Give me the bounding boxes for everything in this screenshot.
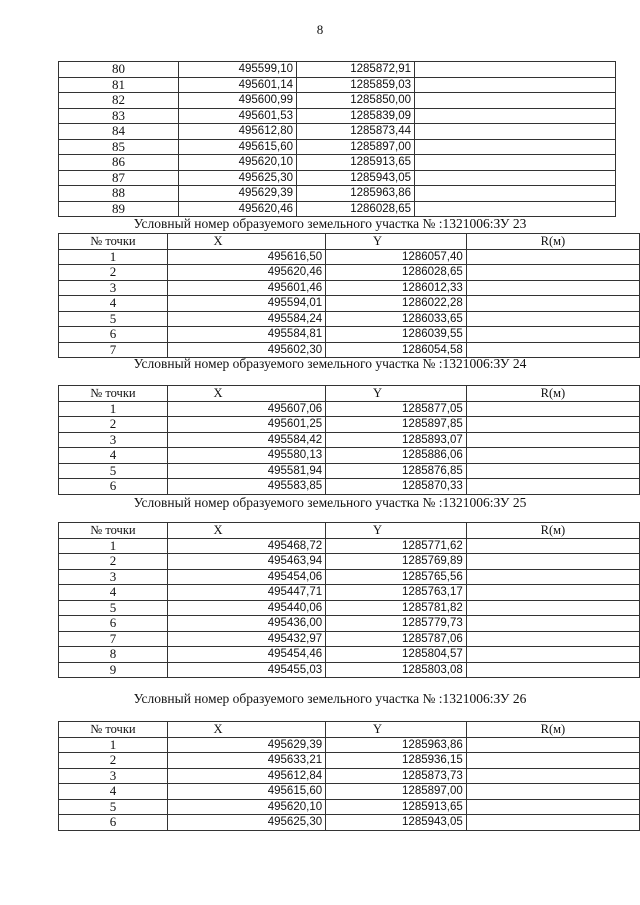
point-number: 1 xyxy=(59,538,168,554)
coord-y: 1285804,57 xyxy=(326,647,467,663)
point-number: 1 xyxy=(59,401,168,417)
coord-x: 495629,39 xyxy=(167,737,325,753)
coord-x: 495440,06 xyxy=(167,600,325,616)
coord-x: 495447,71 xyxy=(167,585,325,601)
coord-x: 495601,53 xyxy=(179,108,297,124)
section-heading-zu23: Условный номер образуемого земельного участка № :1321006:ЗУ 23 xyxy=(133,216,527,231)
coord-y: 1285839,09 xyxy=(297,108,415,124)
point-number: 3 xyxy=(59,280,168,296)
radius-cell xyxy=(466,600,639,616)
point-number: 2 xyxy=(59,753,168,769)
radius-cell xyxy=(466,662,639,678)
coord-x: 495455,03 xyxy=(167,662,325,678)
radius-cell xyxy=(466,768,639,784)
section-heading-zu25: Условный номер образуемого земельного участка № :1321006:ЗУ 25 xyxy=(133,495,527,510)
table-row xyxy=(59,401,640,417)
point-number: 86 xyxy=(59,155,179,171)
radius-cell xyxy=(415,170,616,186)
header-num: № точки xyxy=(59,386,168,402)
table-row xyxy=(59,417,640,433)
radius-cell xyxy=(415,139,616,155)
point-number: 89 xyxy=(59,201,179,217)
table-row xyxy=(59,799,640,815)
point-number: 2 xyxy=(59,265,168,281)
point-number: 80 xyxy=(59,62,179,78)
coord-y: 1285913,65 xyxy=(326,799,467,815)
coord-x: 495581,94 xyxy=(167,463,325,479)
coord-x: 495625,30 xyxy=(179,170,297,186)
header-y: Y xyxy=(326,523,467,539)
table-row xyxy=(59,448,640,464)
coord-y: 1285943,05 xyxy=(297,170,415,186)
radius-cell xyxy=(466,799,639,815)
point-number: 83 xyxy=(59,108,179,124)
coord-y: 1285803,08 xyxy=(326,662,467,678)
coord-y: 1285763,17 xyxy=(326,585,467,601)
coord-x: 495607,06 xyxy=(167,401,325,417)
point-number: 6 xyxy=(59,616,168,632)
coord-x: 495601,25 xyxy=(167,417,325,433)
point-number: 2 xyxy=(59,554,168,570)
coord-x: 495599,10 xyxy=(179,62,297,78)
coord-x: 495625,30 xyxy=(167,815,325,831)
radius-cell xyxy=(466,249,639,265)
coord-y: 1285876,85 xyxy=(326,463,467,479)
coord-x: 495594,01 xyxy=(167,296,325,312)
radius-cell xyxy=(466,448,639,464)
table-row xyxy=(59,662,640,678)
coord-y: 1285873,44 xyxy=(297,124,415,140)
coord-x: 495584,81 xyxy=(167,327,325,343)
header-num: № точки xyxy=(59,722,168,738)
point-number: 88 xyxy=(59,186,179,202)
coord-y: 1285897,85 xyxy=(326,417,467,433)
coord-x: 495612,80 xyxy=(179,124,297,140)
coord-x: 495620,10 xyxy=(167,799,325,815)
coord-y: 1285870,33 xyxy=(326,479,467,495)
coord-x: 495620,46 xyxy=(167,265,325,281)
radius-cell xyxy=(466,647,639,663)
coord-x: 495615,60 xyxy=(179,139,297,155)
table-row xyxy=(59,201,616,217)
coordinates-table-zu24 xyxy=(58,385,640,495)
header-x: X xyxy=(167,722,325,738)
table-row xyxy=(59,249,640,265)
table-row xyxy=(59,327,640,343)
coord-y: 1285943,05 xyxy=(326,815,467,831)
coord-x: 495583,85 xyxy=(167,479,325,495)
table-row xyxy=(59,569,640,585)
header-y: Y xyxy=(326,234,467,250)
point-number: 4 xyxy=(59,784,168,800)
header-num: № точки xyxy=(59,523,168,539)
point-number: 7 xyxy=(59,342,168,358)
point-number: 3 xyxy=(59,569,168,585)
radius-cell xyxy=(466,753,639,769)
point-number: 1 xyxy=(59,249,168,265)
table-row xyxy=(59,463,640,479)
radius-cell xyxy=(415,108,616,124)
radius-cell xyxy=(415,201,616,217)
coord-y: 1286012,33 xyxy=(326,280,467,296)
radius-cell xyxy=(466,554,639,570)
coord-y: 1286054,58 xyxy=(326,342,467,358)
page-number: 8 xyxy=(316,22,324,37)
coord-x: 495601,14 xyxy=(179,77,297,93)
coordinates-table-continued xyxy=(58,61,616,217)
coord-x: 495615,60 xyxy=(167,784,325,800)
radius-cell xyxy=(415,186,616,202)
header-y: Y xyxy=(326,722,467,738)
point-number: 4 xyxy=(59,296,168,312)
table-header-row xyxy=(59,523,640,539)
coord-x: 495602,30 xyxy=(167,342,325,358)
coord-y: 1285897,00 xyxy=(326,784,467,800)
point-number: 85 xyxy=(59,139,179,155)
point-number: 1 xyxy=(59,737,168,753)
coord-y: 1285765,56 xyxy=(326,569,467,585)
header-r: R(м) xyxy=(466,722,639,738)
coord-y: 1285872,91 xyxy=(297,62,415,78)
header-x: X xyxy=(167,386,325,402)
coord-y: 1285963,86 xyxy=(297,186,415,202)
radius-cell xyxy=(466,538,639,554)
coord-y: 1285781,82 xyxy=(326,600,467,616)
coord-x: 495612,84 xyxy=(167,768,325,784)
point-number: 2 xyxy=(59,417,168,433)
coordinates-table-zu25 xyxy=(58,522,640,678)
table-header-row xyxy=(59,386,640,402)
table-row xyxy=(59,815,640,831)
point-number: 84 xyxy=(59,124,179,140)
coord-y: 1285779,73 xyxy=(326,616,467,632)
radius-cell xyxy=(466,479,639,495)
table-row xyxy=(59,753,640,769)
point-number: 87 xyxy=(59,170,179,186)
coord-x: 495454,46 xyxy=(167,647,325,663)
table-row xyxy=(59,737,640,753)
coord-y: 1285963,86 xyxy=(326,737,467,753)
section-heading-zu24: Условный номер образуемого земельного участка № :1321006:ЗУ 24 xyxy=(133,356,527,371)
radius-cell xyxy=(466,737,639,753)
coord-y: 1286022,28 xyxy=(326,296,467,312)
radius-cell xyxy=(466,585,639,601)
table-row xyxy=(59,432,640,448)
table-row xyxy=(59,538,640,554)
point-number: 5 xyxy=(59,799,168,815)
coord-y: 1286033,65 xyxy=(326,311,467,327)
table-row xyxy=(59,77,616,93)
radius-cell xyxy=(466,311,639,327)
coord-y: 1285897,00 xyxy=(297,139,415,155)
table-row xyxy=(59,296,640,312)
point-number: 5 xyxy=(59,311,168,327)
point-number: 81 xyxy=(59,77,179,93)
radius-cell xyxy=(466,401,639,417)
table-row xyxy=(59,93,616,109)
coord-x: 495601,46 xyxy=(167,280,325,296)
header-r: R(м) xyxy=(466,234,639,250)
coord-y: 1285873,73 xyxy=(326,768,467,784)
radius-cell xyxy=(466,296,639,312)
point-number: 5 xyxy=(59,463,168,479)
radius-cell xyxy=(466,784,639,800)
point-number: 6 xyxy=(59,327,168,343)
coord-y: 1285771,62 xyxy=(326,538,467,554)
coord-x: 495584,42 xyxy=(167,432,325,448)
coord-y: 1286039,55 xyxy=(326,327,467,343)
coord-y: 1285913,65 xyxy=(297,155,415,171)
table-row xyxy=(59,479,640,495)
radius-cell xyxy=(466,280,639,296)
radius-cell xyxy=(466,432,639,448)
coord-x: 495436,00 xyxy=(167,616,325,632)
coord-x: 495468,72 xyxy=(167,538,325,554)
coord-y: 1286028,65 xyxy=(326,265,467,281)
table-row xyxy=(59,631,640,647)
radius-cell xyxy=(466,815,639,831)
table-row xyxy=(59,265,640,281)
table-row xyxy=(59,280,640,296)
radius-cell xyxy=(466,616,639,632)
radius-cell xyxy=(466,631,639,647)
table-row xyxy=(59,616,640,632)
point-number: 4 xyxy=(59,585,168,601)
radius-cell xyxy=(466,265,639,281)
coord-x: 495633,21 xyxy=(167,753,325,769)
header-num: № точки xyxy=(59,234,168,250)
radius-cell xyxy=(466,417,639,433)
coord-y: 1285886,06 xyxy=(326,448,467,464)
coord-x: 495580,13 xyxy=(167,448,325,464)
header-x: X xyxy=(167,523,325,539)
table-row xyxy=(59,186,616,202)
coordinates-table-zu23 xyxy=(58,233,640,358)
table-row xyxy=(59,311,640,327)
point-number: 3 xyxy=(59,432,168,448)
coord-x: 495584,24 xyxy=(167,311,325,327)
coord-y: 1285877,05 xyxy=(326,401,467,417)
table-row xyxy=(59,647,640,663)
coord-x: 495454,06 xyxy=(167,569,325,585)
point-number: 6 xyxy=(59,479,168,495)
header-x: X xyxy=(167,234,325,250)
coord-y: 1285859,03 xyxy=(297,77,415,93)
point-number: 7 xyxy=(59,631,168,647)
coord-y: 1285769,89 xyxy=(326,554,467,570)
coord-y: 1286057,40 xyxy=(326,249,467,265)
table-row xyxy=(59,108,616,124)
table-header-row xyxy=(59,234,640,250)
point-number: 4 xyxy=(59,448,168,464)
coord-y: 1285893,07 xyxy=(326,432,467,448)
coord-y: 1285936,15 xyxy=(326,753,467,769)
coord-y: 1285850,00 xyxy=(297,93,415,109)
coord-y: 1286028,65 xyxy=(297,201,415,217)
coord-x: 495463,94 xyxy=(167,554,325,570)
radius-cell xyxy=(466,569,639,585)
radius-cell xyxy=(415,77,616,93)
table-row xyxy=(59,124,616,140)
radius-cell xyxy=(466,463,639,479)
table-row xyxy=(59,585,640,601)
table-row xyxy=(59,600,640,616)
table-row xyxy=(59,768,640,784)
radius-cell xyxy=(466,327,639,343)
coord-x: 495600,99 xyxy=(179,93,297,109)
table-row xyxy=(59,784,640,800)
coord-x: 495629,39 xyxy=(179,186,297,202)
point-number: 3 xyxy=(59,768,168,784)
point-number: 6 xyxy=(59,815,168,831)
point-number: 8 xyxy=(59,647,168,663)
coord-x: 495620,46 xyxy=(179,201,297,217)
coord-y: 1285787,06 xyxy=(326,631,467,647)
header-y: Y xyxy=(326,386,467,402)
radius-cell xyxy=(415,155,616,171)
table-row xyxy=(59,139,616,155)
radius-cell xyxy=(415,93,616,109)
point-number: 82 xyxy=(59,93,179,109)
coord-x: 495620,10 xyxy=(179,155,297,171)
coordinates-table-zu26 xyxy=(58,721,640,831)
header-r: R(м) xyxy=(466,523,639,539)
table-row xyxy=(59,554,640,570)
table-header-row xyxy=(59,722,640,738)
coord-x: 495616,50 xyxy=(167,249,325,265)
point-number: 9 xyxy=(59,662,168,678)
section-heading-zu26: Условный номер образуемого земельного участка № :1321006:ЗУ 26 xyxy=(133,691,527,706)
radius-cell xyxy=(415,124,616,140)
point-number: 5 xyxy=(59,600,168,616)
table-row xyxy=(59,155,616,171)
radius-cell xyxy=(415,62,616,78)
table-row xyxy=(59,62,616,78)
table-row xyxy=(59,170,616,186)
coord-x: 495432,97 xyxy=(167,631,325,647)
header-r: R(м) xyxy=(466,386,639,402)
